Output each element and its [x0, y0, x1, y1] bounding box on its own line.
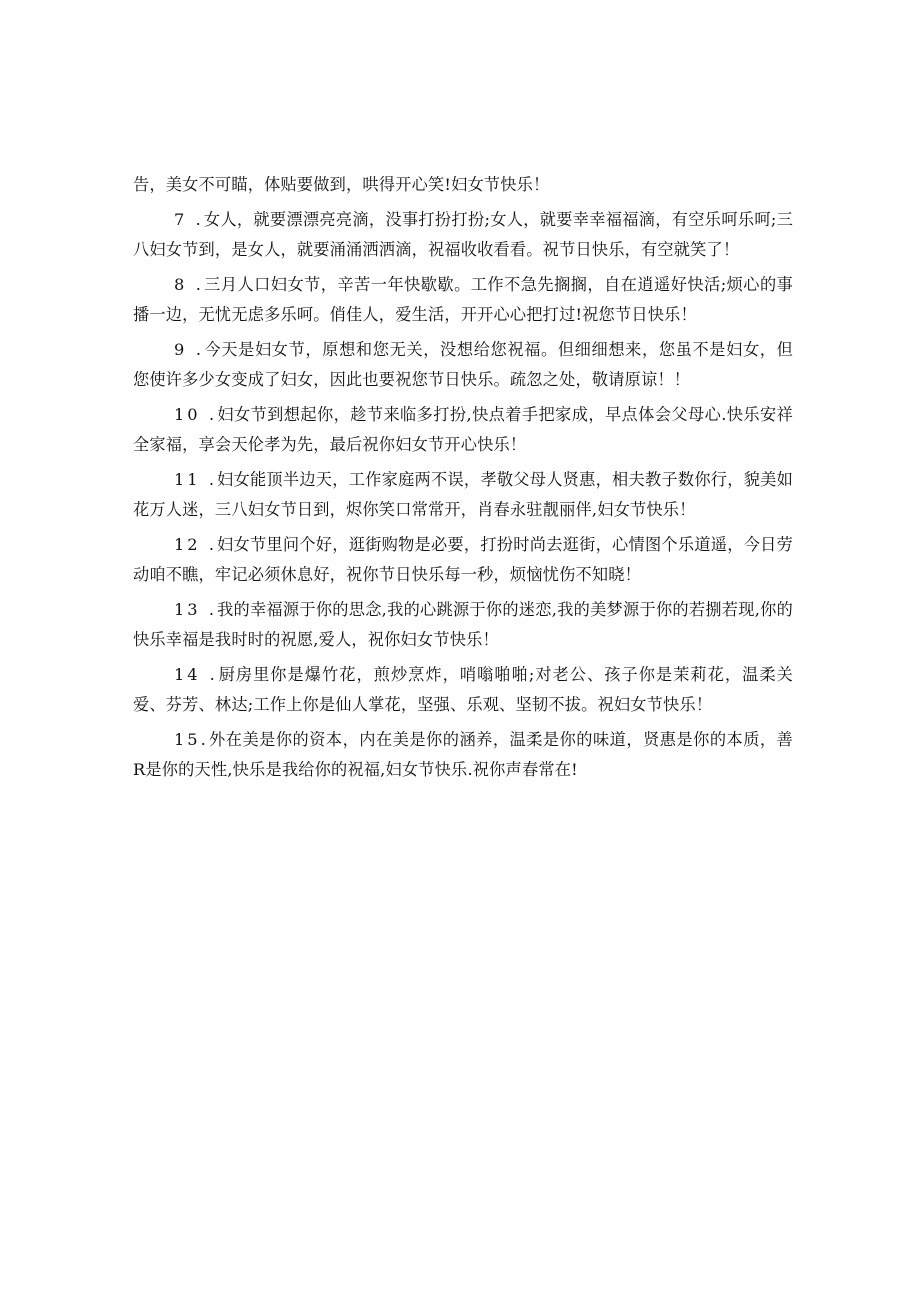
paragraph-text: 我的幸福源于你的思念,我的心跳源于你的迷恋,我的美梦源于你的若捌若现,你的快乐幸福是我时时的祝愿,爱人，祝你妇女节快乐！: [133, 599, 793, 649]
paragraph-9: [133, 335, 793, 396]
paragraph-6-continuation: [133, 170, 793, 201]
paragraph-text: 三月人口妇女节，辛苦一年快歇歇。工作不急先搁搁，自在逍遥好快活;烦心的事播一边，无忧无虑多乐呵。俏佳人，爱生活，开开心心把打过!祝您节日快乐！: [133, 274, 794, 324]
paragraph-15: [133, 725, 793, 786]
paragraph-13: [133, 595, 793, 656]
paragraph-number: 12 .: [174, 534, 217, 554]
paragraph-12: [133, 530, 793, 591]
paragraph-number: 10 .: [174, 404, 218, 424]
paragraph-8: [133, 270, 793, 331]
paragraph-10: [133, 400, 793, 461]
paragraph-number: 15.: [174, 729, 209, 749]
paragraph-text: 妇女节里问个好，逛街购物是必要，打扮时尚去逛街，心情图个乐道遥，今日劳动咱不瞧，牢记必须休息好，祝你节日快乐每一秒，烦恼忧伤不知晓！: [133, 534, 794, 584]
paragraph-text: 厨房里你是爆竹花，煎炒烹炸，哨嗡啪啪;对老公、孩子你是茉莉花，温柔关爱、芬芳、林达;工作上你是仙人掌花，坚强、乐观、坚韧不拔。祝妇女节快乐！: [133, 664, 793, 714]
paragraph-text: 女人，就要漂漂亮亮滴，没事打扮打扮;女人，就要幸幸福福滴，有空乐呵乐呵;三八妇女节到，是女人，就要涌涌洒洒滴，祝福收收看看。祝节日快乐，有空就笑了！: [133, 209, 793, 259]
paragraph-number: 8 .: [174, 274, 204, 294]
paragraph-14: [133, 660, 793, 721]
document-body: [133, 170, 793, 790]
paragraph-11: [133, 465, 793, 526]
paragraph-text: 今天是妇女节，原想和您无关，没想给您祝福。但细细想来，您虽不是妇女，但您使许多少女变成了妇女，因此也要祝您节日快乐。疏忽之处，敬请原谅！！: [133, 339, 793, 389]
paragraph-number: 7 .: [174, 209, 204, 229]
paragraph-text: 妇女能顶半边天，工作家庭两不误，孝敬父母人贤惠，相夫教子数你行，貌美如花万人迷，三八妇女节日到，烬你笑口常常开，肖春永驻靓丽伴,妇女节快乐！: [133, 469, 794, 519]
paragraph-text: 妇女节到想起你，趁节来临多打扮,快点着手把家成，早点体会父母心.快乐安祥全家福，享会天伦孝为先，最后祝你妇女节开心快乐！: [133, 404, 794, 454]
paragraph-number: 14 .: [174, 664, 218, 684]
paragraph-7: [133, 205, 793, 266]
paragraph-text: 外在美是你的资本，内在美是你的涵养，温柔是你的味道，贤惠是你的本质，善R是你的天性,快乐是我给你的祝福,妇女节快乐.祝你声春常在!: [133, 729, 793, 779]
paragraph-number: 11 .: [174, 469, 217, 489]
paragraph-text: 告，美女不可瞄，体贴要做到，哄得开心笑!妇女节快乐！: [133, 175, 550, 194]
paragraph-number: 13 .: [174, 599, 217, 619]
paragraph-number: 9 .: [174, 339, 205, 359]
